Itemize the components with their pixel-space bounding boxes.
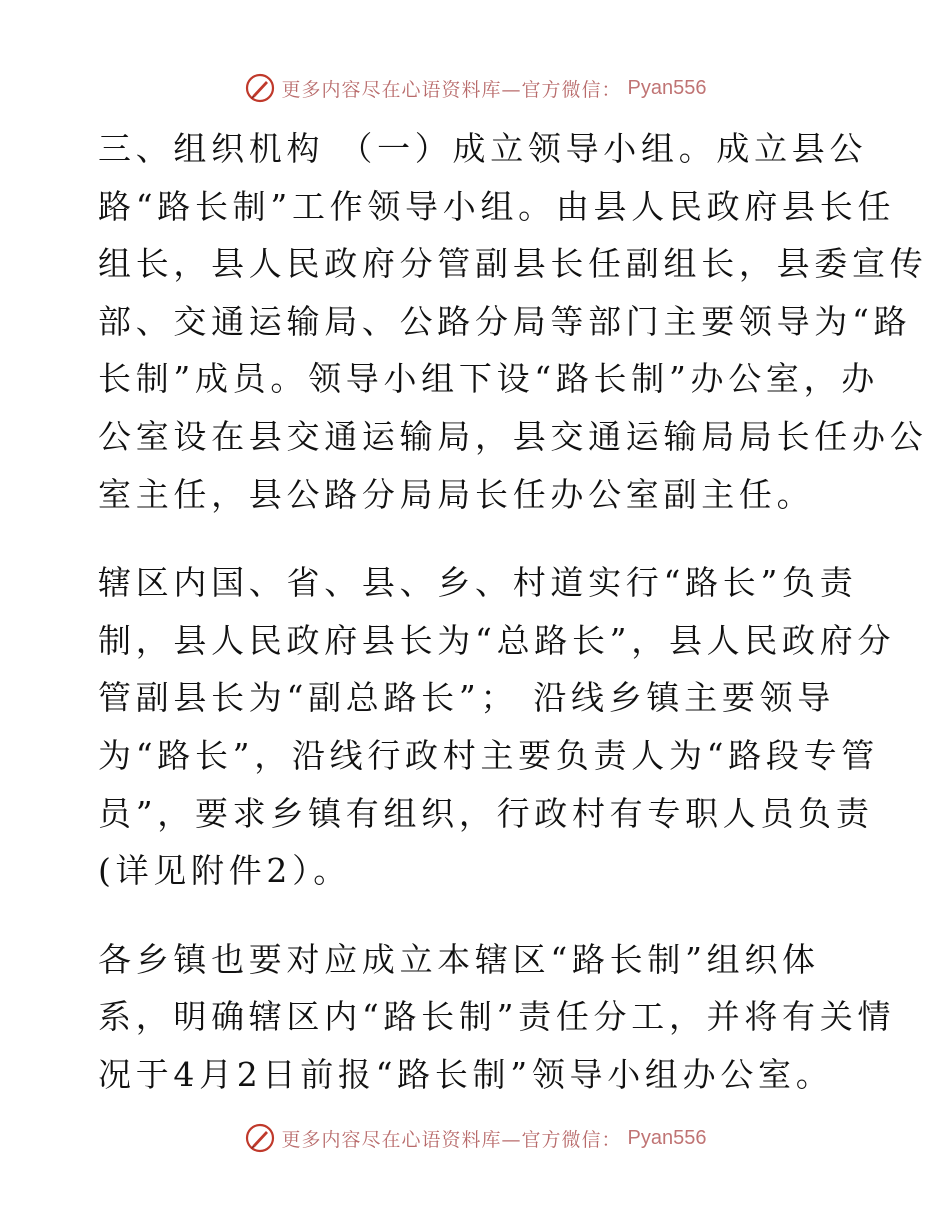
text-line: 公室设在县交通运输局，县交通运输局局长任办公 <box>98 416 928 456</box>
watermark-wechat-id: Pyan556 <box>627 76 707 99</box>
text-line: 各乡镇也要对应成立本辖区“路长制”组织体 <box>98 939 820 979</box>
text-line: 员”，要求乡镇有组织，行政村有专职人员负责 <box>98 793 874 833</box>
quill-pen-icon <box>244 72 276 104</box>
text-line: 制，县人民政府县长为“总路长”，县人民政府分 <box>98 620 896 660</box>
text-line: 为“路长”，沿线行政村主要负责人为“路段专管 <box>98 735 880 775</box>
text-line: 室主任，县公路分局局长任办公室副主任。 <box>98 474 815 514</box>
watermark-text: 更多内容尽在心语资料库—官方微信： <box>281 1128 622 1151</box>
text-line: 三、组织机构 （一）成立领导小组。成立县公 <box>98 129 868 168</box>
text-line: 辖区内国、省、县、乡、村道实行“路长”负责 <box>98 563 858 603</box>
text-line: 况于4月2日前报“路长制”领导小组办公室。 <box>98 1054 834 1094</box>
watermark-footer <box>0 1122 950 1154</box>
document-body <box>98 120 928 1104</box>
paragraph-township <box>98 931 896 1104</box>
text-line: 组长，县人民政府分管副县长任副组长，县委宣传 <box>98 244 928 284</box>
paragraph-organization <box>98 120 928 523</box>
watermark-text: 更多内容尽在心语资料库—官方微信： <box>281 78 622 101</box>
watermark-header <box>0 72 950 104</box>
text-line: 长制”成员。领导小组下设“路长制”办公室，办 <box>98 359 880 399</box>
paragraph-road-chief <box>98 554 896 900</box>
text-line: 路“路长制”工作领导小组。由县人民政府县长任 <box>98 186 896 226</box>
watermark-wechat-id: Pyan556 <box>627 1126 707 1149</box>
text-line: (详见附件2）。 <box>98 851 351 891</box>
quill-pen-icon <box>244 1122 276 1154</box>
text-line: 部、交通运输局、公路分局等部门主要领导为“路 <box>98 301 912 341</box>
text-line: 管副县长为“副总路长”； 沿线乡镇主要领导 <box>98 678 835 718</box>
text-line: 系，明确辖区内“路长制”责任分工，并将有关情 <box>98 997 896 1037</box>
